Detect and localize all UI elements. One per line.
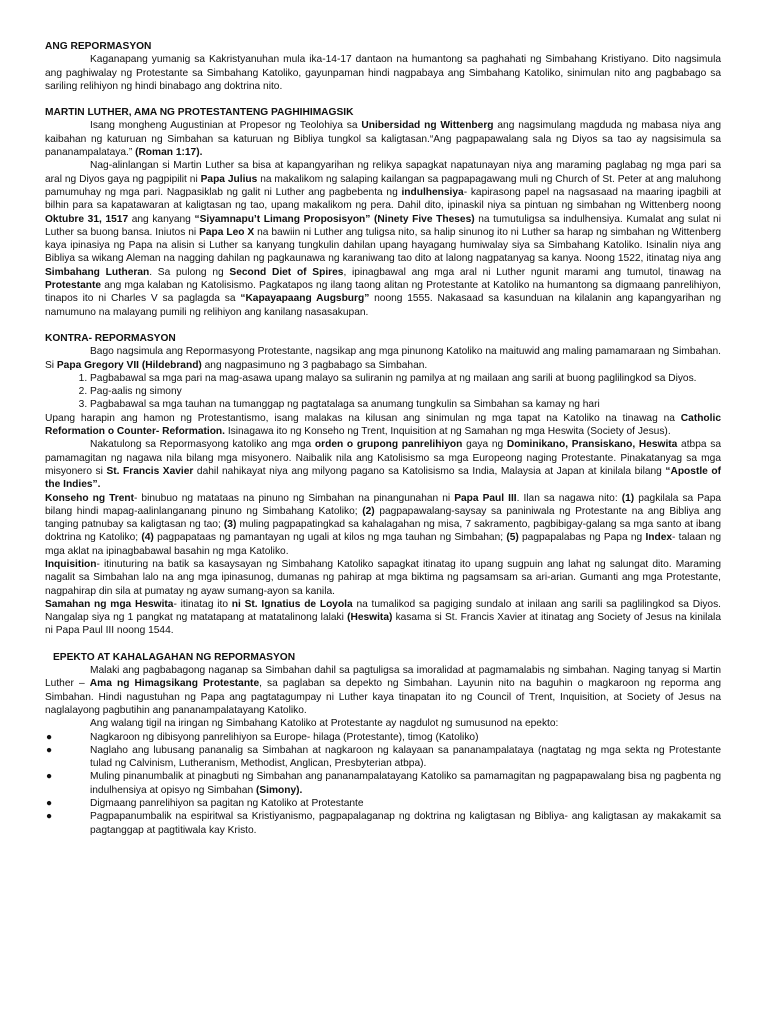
- paragraph: [45, 345, 721, 372]
- bold-text: “Apostle of the Indies”.: [45, 465, 721, 491]
- text: . Ilan sa nagawa nito:: [516, 492, 622, 504]
- paragraph: [45, 159, 721, 319]
- paragraph: [45, 438, 721, 491]
- bold-text: Papa Paul III: [454, 492, 517, 504]
- list-item: [46, 797, 721, 810]
- text: pagkilala sa Papa bilang hindi mapag-aalinlanganang pinuno ng Simbahang Katoliko;: [45, 492, 722, 517]
- text: ang nagsimulang magduda ng mabasa niya ang kaibahan ng katuruan ng Simbahan sa katuruan ng Bibliya tungkol sa kaligtasan.“Ang pagpapawalang sala ng Diyos sa tao ay nagsisimula sa pananampalataya.”: [45, 120, 722, 159]
- bold-text: (Simony).: [255, 784, 303, 796]
- bullet-icon: ●: [46, 798, 53, 810]
- bold-text: Ama ng Himagsikang Protestante: [89, 678, 260, 690]
- text: gaya ng: [462, 439, 507, 451]
- text: Nag-alinlangan si Martin Luther sa bisa at kapangyarihan ng relikya sapagkat napatunayan niya ang maraming paglabag ng mga pari sa aral ng Diyos gaya ng pagpipilit ni: [45, 160, 721, 185]
- section-kontra-repormasyon: [45, 332, 721, 638]
- bold-text: Inquisition: [45, 558, 97, 570]
- text: Naglaho ang lubusang pananalig sa Simbahan at nagkaroon ng kalayaan sa pananampalataya (nagtatag ng mga sekta ng Protestante tulad ng Calvinism, Lutheranism, Methodist, Anglican, Presbyterian atbpa).: [90, 744, 721, 770]
- text: ang kanyang: [128, 213, 195, 225]
- bold-text: Protestante: [45, 280, 102, 292]
- bullet-icon: ●: [46, 744, 53, 756]
- bold-text: (3): [223, 519, 237, 531]
- text: muling pagpapatingkad sa kahalagahan ng misa, 7 sakramento, pagbibigay-galang sa mga santo at ibang doktrina ng Katoliko;: [45, 519, 721, 544]
- text: na makalikom ng salaping kailangan sa pagpapagawang muli ng Church of St. Peter at ang maluhong pamumuhay ng mga pari. Nagpasiklab ng galit ni Luther ang pagbebenta ng: [45, 173, 721, 198]
- bold-text: Papa Julius: [200, 173, 258, 185]
- text: na tumutuligsa sa indulhensiya. Kumalat ang sulat ni Luther sa buong bansa. Iniutos ni: [45, 213, 721, 238]
- text: Upang harapin ang hamon ng Protestantismo, isang malakas na kilusan ang sinimulan ng mga tapat na Katoliko na tinawag na: [45, 412, 681, 424]
- list-item: 3. Pagbabawal sa mga tauhan na tumanggap ng pagtatalaga sa anumang tungkulin sa Simbahan sa kamay ng hari: [90, 398, 721, 411]
- text: Isinagawa ito ng Konseho ng Trent, Inquisition at ng Samahan ng mga Heswita (Society of Jesus).: [224, 426, 671, 438]
- text: Pagpapanumbalik na espiritwal sa Kristiyanismo, pagpapalaganap ng doktrina ng kaligtasan ng Bibliya- ang kaligtasan ay makakamit sa pagtanggap at pagtitiwala kay Kristo.: [90, 811, 721, 836]
- paragraph: [45, 664, 721, 717]
- bullet-icon: ●: [46, 771, 53, 783]
- bullet-icon: ●: [46, 811, 53, 823]
- list-item: [46, 744, 721, 771]
- section-epekto: [45, 651, 721, 837]
- text: Nakatulong sa Repormasyong katoliko ang mga: [90, 439, 315, 451]
- bold-text: orden o grupong panrelihiyon: [314, 439, 463, 451]
- text: pagpapataas ng pamantayan ng ugali at kilos ng mga tauhan ng Simbahan;: [153, 532, 507, 544]
- text: - binubuo ng matataas na pinuno ng Simbahan na pinangunahan ni: [134, 492, 455, 504]
- section-martin-luther: [45, 106, 721, 319]
- section-heading: EPEKTO AT KAHALAGAHAN NG REPORMASYON: [53, 651, 296, 663]
- text: , ipinagbawal ang mga aral ni Luther ngunit marami ang tumutol, tinawag na: [343, 266, 721, 278]
- list-item: [46, 731, 721, 744]
- list-item: 1. Pagbabawal sa mga pari na mag-asawa upang malayo sa suliranin ng pamilya at ng mailaan ang sarili at buong paglilingkod sa Diyos.: [90, 372, 721, 385]
- bold-text: indulhensiya: [401, 186, 464, 198]
- paragraph: Kaganapang yumanig sa Kakristyanuhan mula ika-14-17 dantaon na humantong sa paghahati ng Simbahang Kristiyano. Dito nagsimula ang paghiwalay ng Protestante sa Simbahang Katoliko, gayunpaman hindi nagpabaya ang Simbahang Katoliko, sinimulan nito ang pagbabago sa sariling relihiyon ng hindi binabago ang doktrina nito.: [45, 54, 721, 92]
- text: - itinatag ito: [173, 598, 232, 610]
- section-heading: KONTRA- REPORMASYON: [45, 332, 176, 344]
- section-ang-repormasyon: [45, 40, 721, 93]
- text: Bago nagsimula ang Repormasyong Protestante, nagsikap ang mga pinunong Katoliko na maituwid ang maling pamamaraan ng Simbahan. Si: [45, 346, 721, 371]
- text: - itinuturing na batik sa kasaysayan ng Simbahang Katoliko sapagkat itinatag ito upang sugpuin ang lahat ng salungat dito. Maraming nagalit sa Simbahan lalo na ang mga ipinasunog, dumanas ng pahirap at mga biktima ng pagsamsam sa ari-arian. Gumanti ang mga Protestante, nagpahirap din sila at pumatay ng ayaw sumang-ayon sa kanila.: [45, 558, 721, 597]
- text: Isang mongheng Augustinian at Propesor ng Teolohiya sa: [90, 120, 362, 132]
- bold-text: “Siyamnapu’t Limang Proposisyon” (Ninety Five Theses): [194, 213, 475, 225]
- text: noong 1555. Nakasaad sa kasunduan na kilalanin ang kapangyarihan ng namumuno na malayang pumili ng relihiyon ang kanilang nasasakupan.: [45, 293, 721, 318]
- bold-text: Simbahang Lutheran: [45, 266, 150, 278]
- list-item: [46, 810, 721, 837]
- bold-text: Index: [645, 532, 673, 544]
- bold-text: Catholic Reformation o Counter- Reformation.: [45, 412, 721, 438]
- bold-text: Unibersidad ng Wittenberg: [361, 120, 494, 132]
- text: Malaki ang pagbabagong naganap sa Simbahan dahil sa pagtuligsa sa imoralidad at pagmamalabis ng simbahan. Naging tanyag si Martin Luther –: [45, 665, 721, 690]
- bold-text: (Roman 1:17).: [135, 147, 203, 159]
- bold-text: Samahan ng mga Heswita: [45, 598, 174, 610]
- paragraph: [45, 558, 721, 598]
- bold-text: (5): [506, 532, 519, 544]
- text: , sa paglaban sa depekto ng Simbahan. Layunin nito na baguhin o magkaroon ng reporma ang Simbahan. Hindi nagustuhan ng Papa ang pagtatagumpay ni Luther kaya tinapatan ito ng Council of Trent, Inquisition, at Society of Jesus na naglalayong pagbutihin ang pananampalatayang Katoliko.: [45, 678, 721, 716]
- text: - kapirasong papel na nagsasaad na maaring ipagbili at bilhin para sa kapatawaran at kaligtasan ng tao, upang makalikom ng pera. Dahil dito, ipinaskil niya sa pintuan ng simbahan ng Wittenberg noong: [45, 186, 721, 212]
- text: atbpa sa pamamagitan ng nagawa nila bilang mga misyonero. Naibalik nila ang Katolisismo sa mga Europeong naging Protestante. Pinakatanyag sa mga misyonero si: [45, 439, 721, 477]
- bold-text: ni St. Ignatius de Loyola: [231, 598, 353, 610]
- bold-text: Papa Leo X: [199, 226, 255, 238]
- text: ang nagpasimuno ng 3 pagbabago sa Simbahan.: [201, 359, 428, 371]
- paragraph: Ang walang tigil na iringan ng Simbahang Katoliko at Protestante ay nagdulot ng sumusunod na epekto:: [90, 718, 559, 730]
- bold-text: St. Francis Xavier: [106, 465, 194, 477]
- paragraph: [45, 119, 721, 159]
- bold-text: (1): [621, 492, 635, 504]
- section-heading: ANG REPORMASYON: [45, 41, 152, 52]
- paragraph: [45, 492, 721, 558]
- paragraph: [45, 412, 721, 439]
- text: pagpapawalang-saysay sa paniniwala ng Protestante na ang Bibliya ang tanging patnubay sa kaligtasan ng tao;: [45, 505, 721, 531]
- bold-text: “Kapayapaang Augsburg”: [240, 293, 370, 305]
- bold-text: Konseho ng Trent: [45, 492, 134, 504]
- text: - talaan ng mga aklat na ipinagbabawal basahin ng mga Katoliko.: [45, 532, 722, 557]
- text: na tumalikod sa pagiging sundalo at inilaan ang sarili sa paglilingkod sa Diyos. Nangalap siya ng 1 pangkat ng matatapang at matatalinong lalaki: [45, 598, 722, 624]
- text: Nagkaroon ng dibisyong panrelihiyon sa Europe- hilaga (Protestante), timog (Katoliko): [90, 731, 479, 743]
- bold-text: Second Diet of Spires: [229, 266, 344, 278]
- text: kasama si St. Francis Xavier at itinatag ang Society of Jesus na kinilala ni Papa Paul III noong 1544.: [45, 612, 721, 637]
- text: . Sa pulong ng: [149, 266, 230, 278]
- bold-text: (Heswita): [347, 612, 393, 624]
- list-item: [46, 770, 721, 797]
- bold-text: (2): [362, 505, 375, 517]
- bullet-list: [45, 731, 721, 837]
- section-heading: MARTIN LUTHER, AMA NG PROTESTANTENG PAGHIHIMAGSIK: [45, 107, 354, 119]
- numbered-list: [45, 372, 721, 412]
- list-item: 2. Pag-aalis ng simony: [90, 385, 721, 398]
- bold-text: Oktubre 31, 1517: [45, 213, 129, 225]
- paragraph: [45, 598, 721, 638]
- text: Digmaang panrelihiyon sa pagitan ng Katoliko at Protestante: [90, 798, 364, 810]
- bold-text: (4): [141, 532, 154, 544]
- text: Muling pinanumbalik at pinagbuti ng Simbahan ang pananampalatayang Katoliko sa pamamagitan ng pagpapawalang bisa ng pagbenta ng indulhensiya at opisyo ng Simbahan: [90, 771, 721, 796]
- text: pagpapalabas ng Papa ng: [518, 532, 646, 544]
- text: dahil nahikayat niya ang milyong pagano sa Katolisismo sa India, Malaysia at Japan at kinilala bilang: [193, 465, 666, 477]
- bold-text: Dominikano, Pransiskano, Heswita: [506, 439, 678, 451]
- bold-text: Papa Gregory VII (Hildebrand): [56, 359, 202, 371]
- bullet-icon: ●: [46, 731, 53, 743]
- text: ang mga kalaban ng Katolisismo. Pagkatapos ng ilang taong alitan ng Protestante at Katoliko na humantong sa digmaang panrelihiyon, tinapos ito ni Charles V sa paglagda sa: [45, 280, 721, 305]
- text: na bawiin ni Luther ang tuligsa nito, sa halip sinunog ito ni Luther sa harap ng simbahan ng Wittenberg kaya ipinasiya ng Papa na alisin si Luther sa kanyang tungkulin dahilan upang hayagang humiwalay siya sa Simbahang Katoliko. Isinalin niya ang Bibliya sa wikang Aleman na nagging dahilan ng pagkaunawa ng karaniwang tao dito at lalong nagpatanyag sa kanya. Noong 1522, itinatag niya ang: [45, 226, 722, 265]
